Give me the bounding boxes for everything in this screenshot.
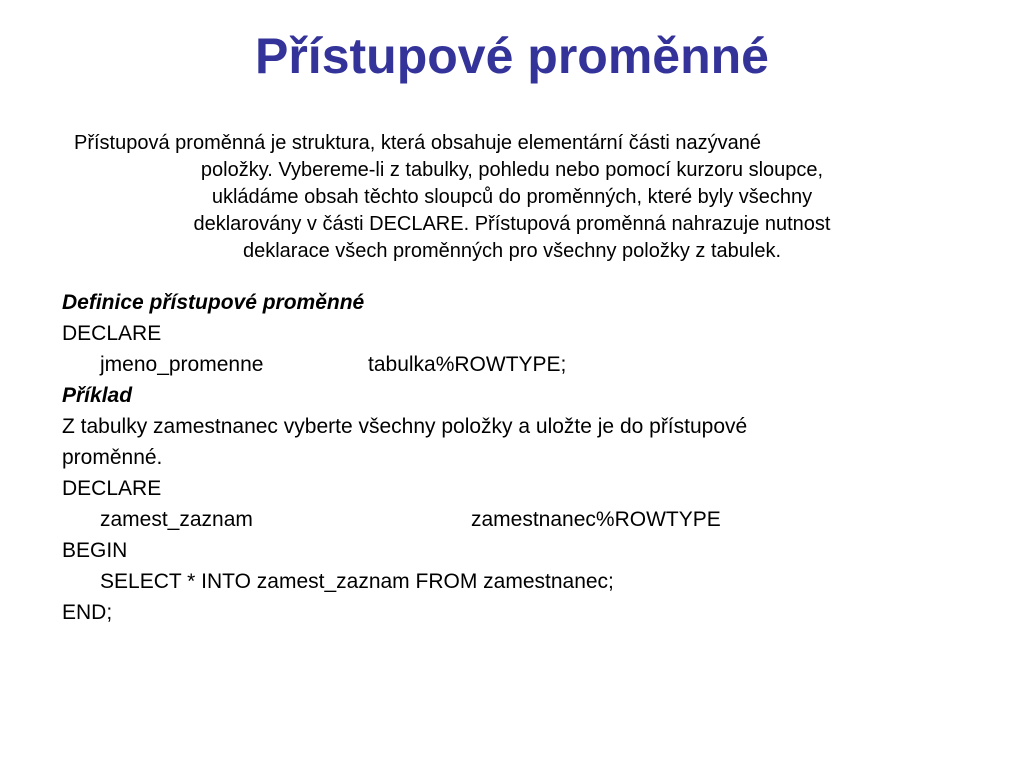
intro-line: deklarace všech proměnných pro všechny položky z tabulek. (242, 240, 782, 262)
example-heading: Příklad (62, 384, 133, 407)
definition-var-name: jmeno_promenne (100, 353, 264, 376)
example-end: END; (62, 601, 113, 624)
slide-title: Přístupové proměnné (255, 28, 769, 84)
example-var-name: zamest_zaznam (100, 508, 253, 531)
example-statement-row (62, 566, 982, 597)
definition-var-type: tabulka%ROWTYPE; (368, 353, 567, 376)
example-description: Z tabulky zamestnanec vyberte všechny položky a uložte je do přístupové (62, 415, 748, 438)
example-statement: SELECT * INTO zamest_zaznam FROM zamestnanec; (100, 570, 614, 593)
definition-heading: Definice přístupové proměnné (62, 291, 365, 314)
intro-line: Přístupová proměnná je struktura, která obsahuje elementární části nazývané (74, 132, 762, 154)
intro-paragraph (62, 130, 962, 265)
example-declare: DECLARE (62, 477, 162, 500)
code-section (62, 287, 982, 628)
definition-declare: DECLARE (62, 322, 162, 345)
example-description-cont: proměnné. (62, 446, 163, 469)
definition-variable-row (62, 349, 982, 380)
intro-line: položky. Vybereme-li z tabulky, pohledu nebo pomocí kurzoru sloupce, (200, 159, 824, 181)
example-var-type: zamestnanec%ROWTYPE (471, 508, 721, 531)
example-begin: BEGIN (62, 539, 128, 562)
intro-line: ukládáme obsah těchto sloupců do proměnných, které byly všechny (211, 186, 813, 208)
intro-line: deklarovány v části DECLARE. Přístupová proměnná nahrazuje nutnost (193, 213, 831, 235)
example-variable-row (62, 504, 982, 535)
